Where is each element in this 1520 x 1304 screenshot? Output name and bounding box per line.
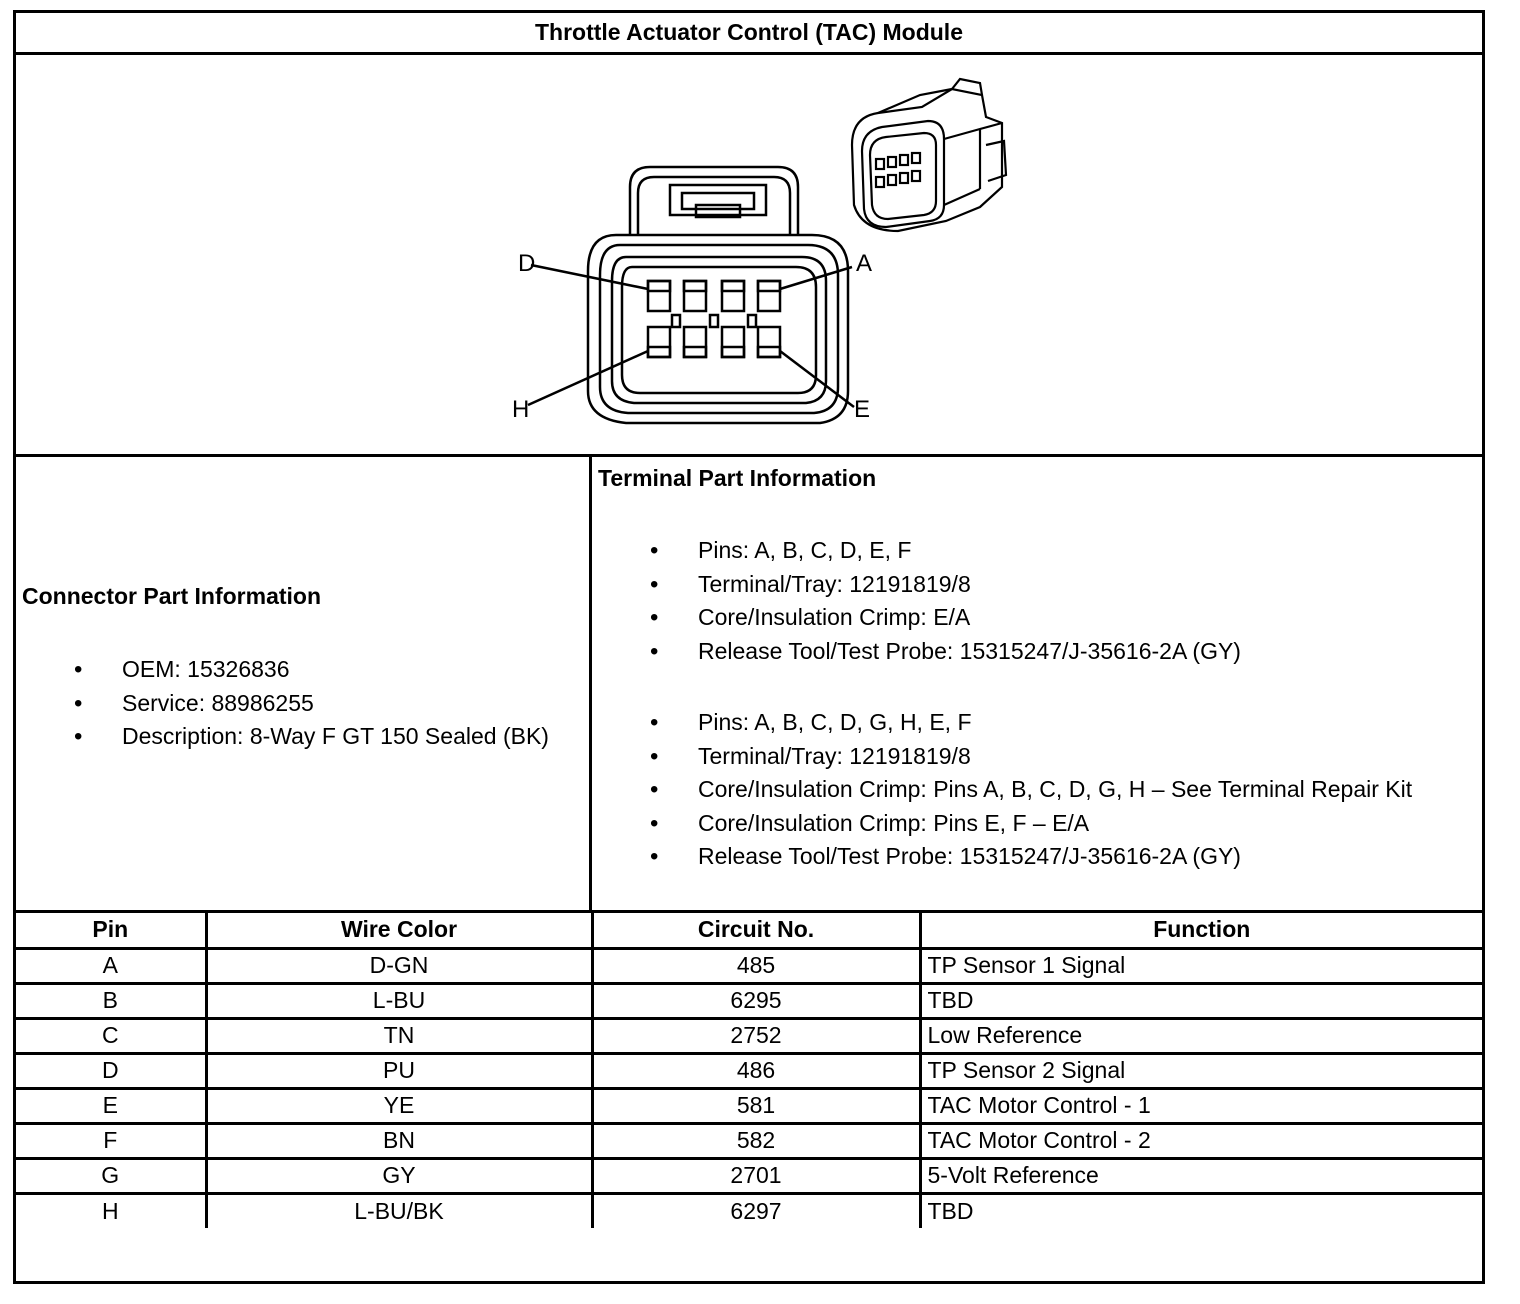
- circuit-cell: 2701: [592, 1158, 920, 1193]
- circuit-cell: 486: [592, 1053, 920, 1088]
- pin-label-e: E: [854, 396, 871, 423]
- function-cell: TP Sensor 2 Signal: [920, 1053, 1482, 1088]
- connector-part-info: [16, 457, 592, 913]
- connector-info-heading: Connector Part Information: [22, 583, 322, 609]
- connector-info-list: [122, 653, 549, 754]
- pin-cell: C: [16, 1018, 206, 1053]
- function-cell: TAC Motor Control - 2: [920, 1123, 1482, 1158]
- wire-color-cell: L-BU: [206, 983, 592, 1018]
- terminal-info-heading: Terminal Part Information: [598, 465, 877, 491]
- list-item: • Pins: A, B, C, D, G, H, E, F: [698, 706, 1412, 740]
- circuit-cell: 6297: [592, 1193, 920, 1228]
- wire-color-cell: D-GN: [206, 948, 592, 983]
- pin-label-d: D: [518, 250, 536, 277]
- table-header-row: [16, 913, 1482, 948]
- connector-face-drawing: [528, 167, 854, 423]
- connector-diagram: [16, 55, 1482, 455]
- pin-cell: H: [16, 1193, 206, 1228]
- terminal-part-info: [592, 457, 1482, 913]
- circuit-cell: 581: [592, 1088, 920, 1123]
- pin-cell: F: [16, 1123, 206, 1158]
- table-row: [16, 948, 1482, 983]
- list-item: • Release Tool/Test Probe: 15315247/J-35616-2A (GY): [698, 840, 1412, 874]
- list-item: • Terminal/Tray: 12191819/8: [698, 568, 1241, 602]
- table-row: [16, 1053, 1482, 1088]
- pin-cell: B: [16, 983, 206, 1018]
- function-cell: TBD: [920, 983, 1482, 1018]
- list-item: • Service: 88986255: [122, 687, 549, 721]
- wire-color-cell: BN: [206, 1123, 592, 1158]
- list-item: • Pins: A, B, C, D, E, F: [698, 534, 1241, 568]
- list-item: • Terminal/Tray: 12191819/8: [698, 740, 1412, 774]
- function-cell: TAC Motor Control - 1: [920, 1088, 1482, 1123]
- wire-color-cell: L-BU/BK: [206, 1193, 592, 1228]
- circuit-cell: 485: [592, 948, 920, 983]
- pin-cell: E: [16, 1088, 206, 1123]
- function-cell: Low Reference: [920, 1018, 1482, 1053]
- table-row: [16, 1123, 1482, 1158]
- wire-color-cell: GY: [206, 1158, 592, 1193]
- header-function: Function: [920, 913, 1482, 948]
- connector-diagram-panel: [16, 55, 1482, 457]
- terminal-info-list-2: [698, 706, 1412, 874]
- wire-color-cell: PU: [206, 1053, 592, 1088]
- header-circuit-no: Circuit No.: [592, 913, 920, 948]
- terminal-info-list-1: [698, 534, 1241, 668]
- circuit-cell: 2752: [592, 1018, 920, 1053]
- function-cell: TBD: [920, 1193, 1482, 1228]
- connector-document: [13, 10, 1485, 1284]
- pin-table: [16, 913, 1482, 1228]
- list-item: • Description: 8-Way F GT 150 Sealed (BK): [122, 720, 549, 754]
- connector-isometric-drawing: [852, 79, 1006, 231]
- list-item: • OEM: 15326836: [122, 653, 549, 687]
- table-row: [16, 1193, 1482, 1228]
- list-item: • Core/Insulation Crimp: Pins E, F – E/A: [698, 807, 1412, 841]
- header-pin: Pin: [16, 913, 206, 948]
- table-row: [16, 983, 1482, 1018]
- pin-cell: G: [16, 1158, 206, 1193]
- wire-color-cell: YE: [206, 1088, 592, 1123]
- list-item: • Release Tool/Test Probe: 15315247/J-35616-2A (GY): [698, 635, 1241, 669]
- circuit-cell: 6295: [592, 983, 920, 1018]
- pin-cell: A: [16, 948, 206, 983]
- page-title: Throttle Actuator Control (TAC) Module: [16, 13, 1482, 55]
- wire-color-cell: TN: [206, 1018, 592, 1053]
- pin-cell: D: [16, 1053, 206, 1088]
- table-row: [16, 1158, 1482, 1193]
- circuit-cell: 582: [592, 1123, 920, 1158]
- list-item: • Core/Insulation Crimp: E/A: [698, 601, 1241, 635]
- function-cell: TP Sensor 1 Signal: [920, 948, 1482, 983]
- table-row: [16, 1088, 1482, 1123]
- pin-label-a: A: [856, 250, 873, 277]
- table-row: [16, 1018, 1482, 1053]
- list-item: • Core/Insulation Crimp: Pins A, B, C, D, G, H – See Terminal Repair Kit: [698, 773, 1412, 807]
- function-cell: 5-Volt Reference: [920, 1158, 1482, 1193]
- header-wire-color: Wire Color: [206, 913, 592, 948]
- pin-label-h: H: [512, 396, 530, 423]
